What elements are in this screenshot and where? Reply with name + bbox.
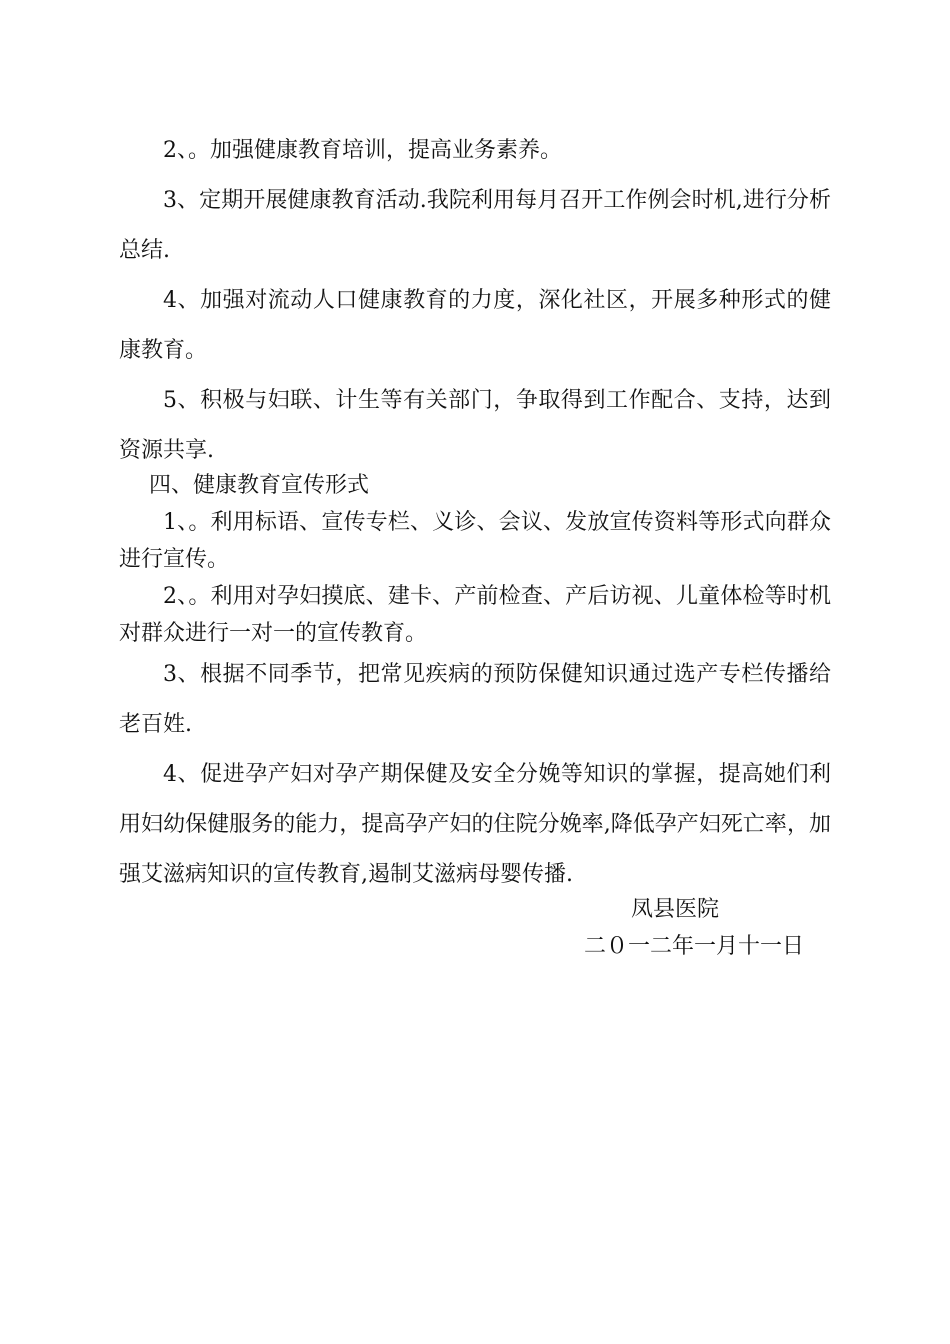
paragraph-seasonal: 3、根据不同季节，把常见疾病的预防保健知识通过选产专栏传播给老百姓. (119, 662, 831, 737)
signature-date: 二０一二年一月十一日 (584, 934, 805, 959)
paragraph-one-on-one: 2、。利用对孕妇摸底、建卡、产前检查、产后访视、儿童体检等时机对群众进行一对一的宣传教育。 (119, 584, 831, 646)
section-heading-forms: 四、健康教育宣传形式 (149, 473, 370, 498)
paragraph-cooperation: 5、积极与妇联、计生等有关部门，争取得到工作配合、支持，达到资源共享. (119, 388, 831, 463)
signature-organization: 凤县医院 (631, 897, 720, 922)
paragraph-training: 2、。加强健康教育培训，提高业务素养。 (163, 138, 562, 163)
paragraph-slogans: 1、。利用标语、宣传专栏、义诊、会议、发放宣传资料等形式向群众进行宣传。 (119, 510, 831, 572)
paragraph-activities: 3、定期开展健康教育活动.我院利用每月召开工作例会时机,进行分析总结. (119, 188, 831, 263)
paragraph-floating-population: 4、加强对流动人口健康教育的力度，深化社区，开展多种形式的健康教育。 (119, 288, 831, 363)
paragraph-maternal-health: 4、促进孕产妇对孕产期保健及安全分娩等知识的掌握，提高她们利用妇幼保健服务的能力，提高孕产妇的住院分娩率,降低孕产妇死亡率，加强艾滋病知识的宣传教育,遏制艾滋病母婴传播. (119, 762, 831, 887)
